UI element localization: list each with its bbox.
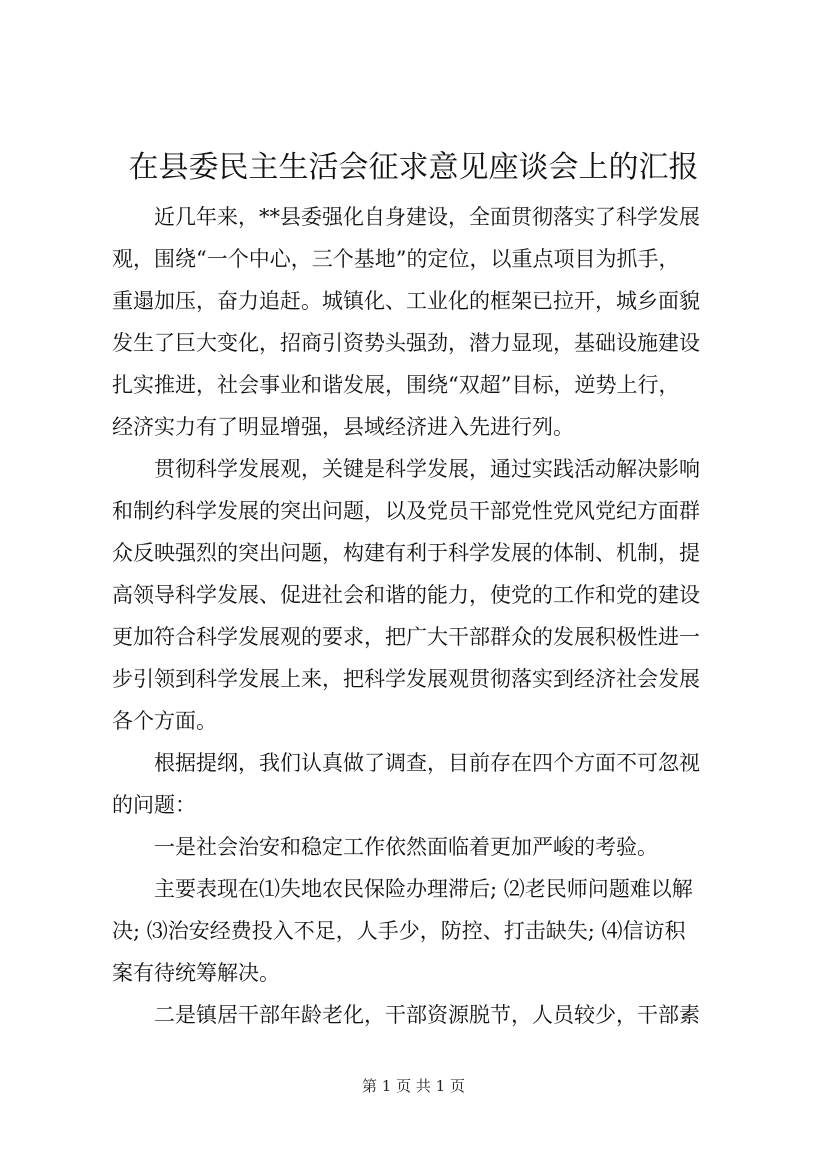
text-line: 一是社会治安和稳定工作依然面临着更加严峻的考验。 bbox=[154, 835, 658, 859]
text-line: 众反映强烈的突出问题，构建有利于科学发展的体制、机制，提 bbox=[112, 541, 700, 565]
text-line: 主要表现在⑴失地农民保险办理滞后; ⑵老民师问题难以解 bbox=[154, 877, 693, 901]
text-line: 根据提纲，我们认真做了调查，目前存在四个方面不可忽视 bbox=[154, 751, 700, 775]
text-line: 案有待统筹解决。 bbox=[112, 961, 280, 985]
text-line: 和制约科学发展的突出问题，以及党员干部党性党风党纪方面群 bbox=[112, 499, 700, 523]
document-title: 在县委民主生活会征求意见座谈会上的汇报 bbox=[128, 150, 699, 185]
document-body bbox=[112, 196, 742, 1036]
text-line: 的问题： bbox=[112, 793, 196, 817]
text-line: 步引领到科学发展上来，把科学发展观贯彻落实到经济社会发展 bbox=[112, 667, 700, 691]
text-line: 更加符合科学发展观的要求，把广大干部群众的发展积极性进一 bbox=[112, 625, 700, 649]
page-footer: 第 1 页 共 1 页 bbox=[362, 1077, 465, 1095]
text-line: 近几年来，**县委强化自身建设，全面贯彻落实了科学发展 bbox=[154, 205, 700, 229]
text-line: 重遢加压，奋力追赶。城镇化、工业化的框架已拉开，城乡面貌 bbox=[112, 289, 700, 313]
text-line: 二是镇居干部年龄老化，干部资源脱节，人员较少，干部素 bbox=[154, 1003, 700, 1027]
text-line: 观，围绕“一个中心，三个基地”的定位，以重点项目为抓手， bbox=[112, 247, 680, 271]
text-line: 各个方面。 bbox=[112, 709, 217, 733]
text-line: 经济实力有了明显增强，县域经济进入先进行列。 bbox=[112, 415, 574, 439]
text-line: 扎实推进，社会事业和谐发展，围绕“双超”目标，逆势上行， bbox=[112, 373, 680, 397]
text-line: 决; ⑶治安经费投入不足，人手少，防控、打击缺失; ⑷信访积 bbox=[112, 919, 686, 943]
text-line: 发生了巨大变化，招商引资势头强劲，潜力显现，基础设施建设 bbox=[112, 331, 700, 355]
text-line: 贯彻科学发展观，关键是科学发展，通过实践活动解决影响 bbox=[154, 457, 700, 481]
text-line: 高领导科学发展、促进社会和谐的能力，使党的工作和党的建设 bbox=[112, 583, 700, 607]
